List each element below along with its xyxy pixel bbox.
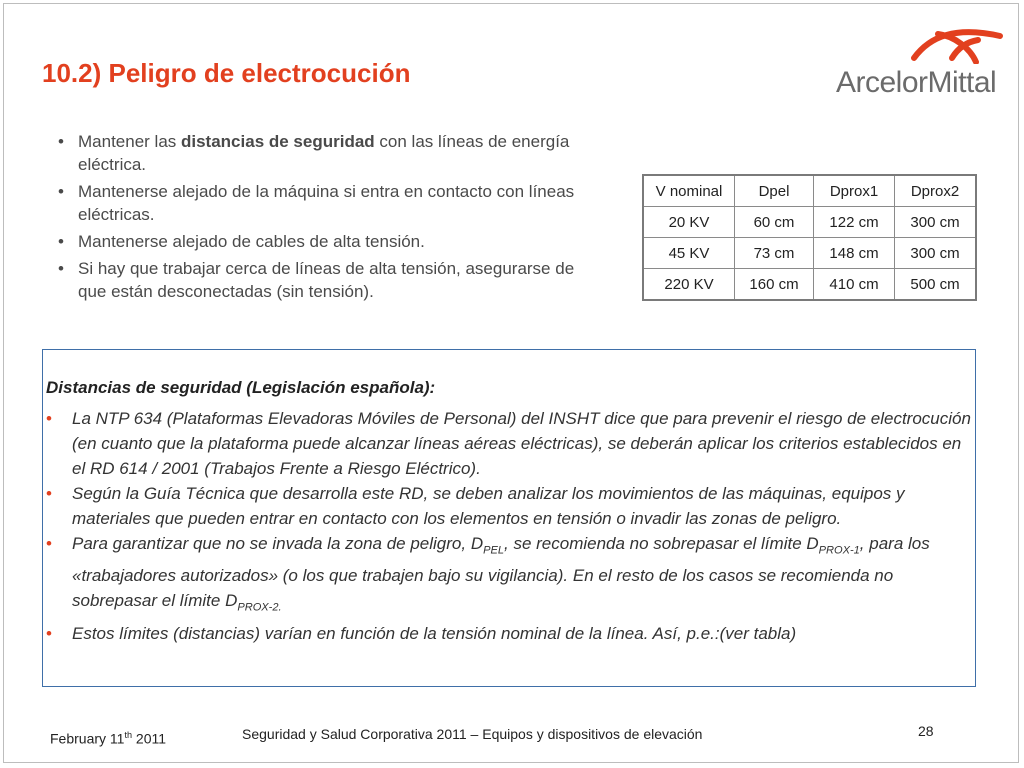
subscript: PEL bbox=[483, 544, 504, 557]
bullet-text: Si hay que trabajar cerca de líneas de alta tensión, asegurarse de que están desconectadas (sin tensión). bbox=[78, 259, 575, 301]
bullet-dot: • bbox=[46, 409, 52, 428]
box-item-text: Estos límites (distancias) varían en función de la tensión nominal de la línea. Así, p.e.:(ver tabla) bbox=[72, 623, 797, 643]
table-cell: 60 cm bbox=[735, 207, 814, 238]
bullet-item bbox=[58, 130, 606, 176]
bullet-list bbox=[58, 130, 606, 307]
table-cell: 148 cm bbox=[814, 238, 895, 269]
footer-date bbox=[50, 730, 166, 747]
table-cell: 300 cm bbox=[895, 207, 977, 238]
distances-table bbox=[642, 174, 977, 301]
legislation-box bbox=[42, 349, 976, 687]
table-row bbox=[643, 207, 976, 238]
table-cell: 20 KV bbox=[643, 207, 735, 238]
table-cell: 500 cm bbox=[895, 269, 977, 301]
box-heading: Distancias de seguridad (Legislación española): bbox=[46, 378, 436, 397]
table-header-row bbox=[643, 175, 976, 207]
subscript: PROX-2. bbox=[237, 601, 282, 614]
bullet-dot: • bbox=[58, 182, 64, 201]
page-number: 28 bbox=[918, 723, 934, 739]
bullet-dot: • bbox=[46, 623, 52, 643]
table-cell: 300 cm bbox=[895, 238, 977, 269]
footer-date-text: February 11 bbox=[50, 730, 125, 747]
table-cell: 45 KV bbox=[643, 238, 735, 269]
box-list-item bbox=[46, 621, 974, 646]
box-item-text: La NTP 634 (Plataformas Elevadoras Móviles de Personal) del INSHT dice que para prevenir el riesgo de electrocución (en cuanto que la plataforma puede alcanzar líneas aéreas eléctricas), se deberán aplicar los criterios establecidos en el RD 614 / 2001 (Trabajos Frente a Riesgo Eléctrico). bbox=[72, 409, 971, 478]
bullet-dot: • bbox=[46, 484, 52, 503]
box-list-item bbox=[46, 531, 974, 621]
table-row bbox=[643, 238, 976, 269]
bullet-dot: • bbox=[58, 232, 64, 251]
bullet-dot: • bbox=[58, 259, 64, 278]
table-header-cell: Dprox1 bbox=[814, 175, 895, 207]
table-cell: 73 cm bbox=[735, 238, 814, 269]
subscript: PROX-1 bbox=[818, 544, 860, 557]
table-header-cell: Dprox2 bbox=[895, 175, 977, 207]
bullet-text: Mantenerse alejado de la máquina si entra en contacto con líneas eléctricas. bbox=[78, 182, 575, 224]
bullet-text: Mantener las bbox=[78, 132, 181, 151]
table-cell: 160 cm bbox=[735, 269, 814, 301]
bullet-item bbox=[58, 230, 606, 253]
company-logo bbox=[836, 22, 1006, 102]
bullet-text: con las líneas de energía eléctrica. bbox=[78, 132, 570, 174]
box-item-text: , para los «trabajadores autorizados» (o los que trabajen bajo su vigilancia). En el resto de los casos se recomienda no sobrepasar el límite D bbox=[72, 534, 930, 611]
bullet-bold-text: distancias de seguridad bbox=[181, 132, 375, 151]
bullet-item bbox=[58, 257, 606, 303]
footer-title: Seguridad y Salud Corporativa 2011 – Equipos y dispositivos de elevación bbox=[242, 726, 703, 742]
box-list-item bbox=[46, 406, 974, 481]
table-header-cell: Dpel bbox=[735, 175, 814, 207]
table-cell: 410 cm bbox=[814, 269, 895, 301]
footer-date-sup: th bbox=[124, 730, 133, 740]
box-item-text: Para garantizar que no se invada la zona de peligro, D bbox=[72, 534, 484, 553]
logo-text: ArcelorMittal bbox=[836, 66, 997, 99]
box-list-item bbox=[46, 481, 974, 531]
table-header-cell: V nominal bbox=[643, 175, 735, 207]
arcelormittal-logo-icon bbox=[908, 22, 1004, 64]
footer-date-text: 2011 bbox=[132, 730, 167, 747]
bullet-text: Mantenerse alejado de cables de alta tensión. bbox=[78, 232, 425, 251]
box-item-text: , se recomienda no sobrepasar el límite D bbox=[504, 534, 819, 553]
bullet-item bbox=[58, 180, 606, 226]
table-cell: 122 cm bbox=[814, 207, 895, 238]
box-item-text: Según la Guía Técnica que desarrolla este RD, se deben analizar los movimientos de las máquinas, equipos y materiales que pueden entrar en contacto con los elementos en tensión o invadir las zonas de peligro. bbox=[72, 484, 905, 528]
bullet-dot: • bbox=[46, 534, 52, 553]
slide-title: 10.2) Peligro de electrocución bbox=[42, 58, 411, 88]
table-row bbox=[643, 269, 976, 301]
table-cell: 220 KV bbox=[643, 269, 735, 301]
bullet-dot: • bbox=[58, 132, 64, 151]
box-list bbox=[46, 406, 974, 646]
